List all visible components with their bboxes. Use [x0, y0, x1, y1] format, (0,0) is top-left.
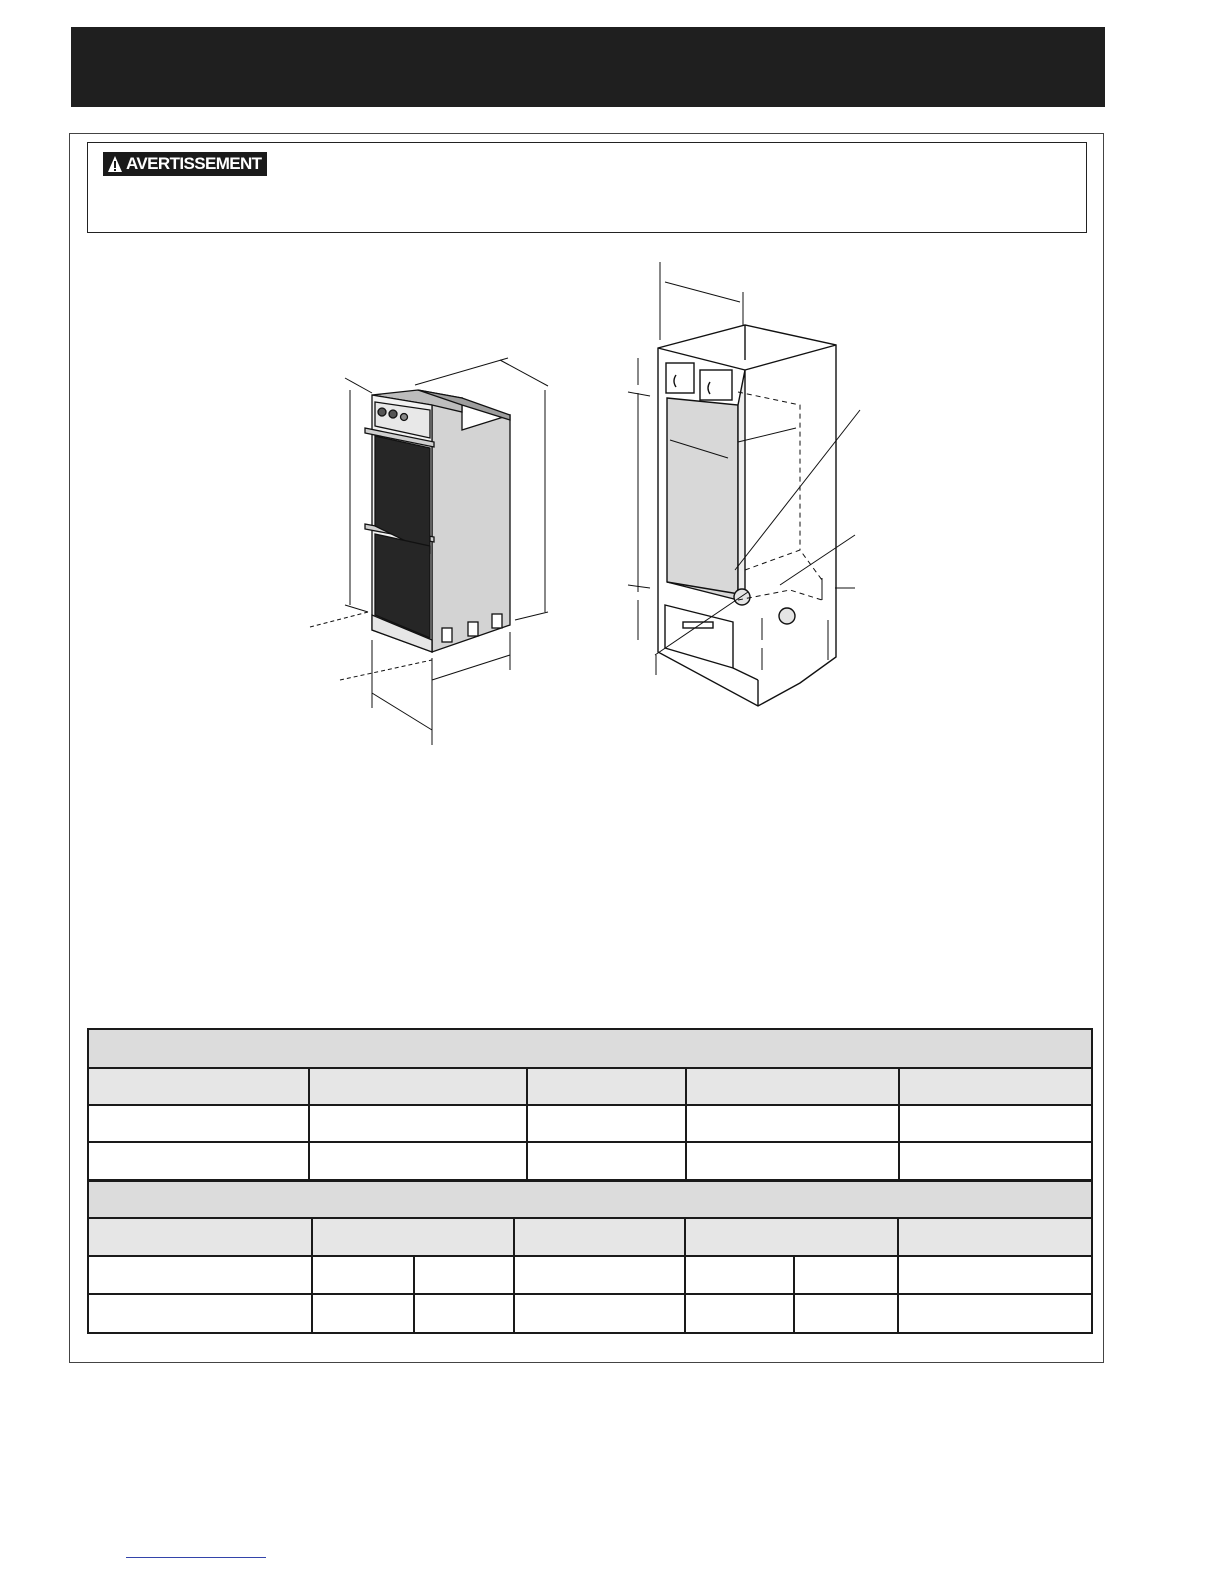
table-cell	[686, 1105, 899, 1142]
table-cell	[414, 1294, 514, 1333]
table-cell	[88, 1142, 309, 1180]
table-cell	[686, 1142, 899, 1180]
table-header-cell	[527, 1068, 686, 1105]
table-header-cell	[88, 1218, 312, 1256]
table-header-cell	[899, 1068, 1092, 1105]
table-cell	[309, 1142, 527, 1180]
footer-link-underline[interactable]	[126, 1557, 266, 1558]
table-cell	[88, 1256, 312, 1294]
table-header-cell	[88, 1068, 309, 1105]
spec-table-upper-title-band	[88, 1029, 1092, 1068]
table-header-cell	[685, 1218, 898, 1256]
spec-table-upper	[87, 1028, 1093, 1181]
table-header-cell	[312, 1218, 514, 1256]
table-cell	[309, 1105, 527, 1142]
wall-oven-illustration	[365, 390, 510, 652]
table-header-cell	[686, 1068, 899, 1105]
spec-table-lower-title-band	[88, 1181, 1092, 1218]
table-header-cell	[514, 1218, 685, 1256]
cabinet-illustration	[658, 325, 836, 706]
warning-label-text: AVERTISSEMENT	[126, 154, 262, 173]
table-cell	[312, 1294, 414, 1333]
table-header-cell	[898, 1218, 1092, 1256]
table-cell	[685, 1294, 794, 1333]
table-cell	[312, 1256, 414, 1294]
table-cell	[794, 1294, 898, 1333]
table-cell	[899, 1142, 1092, 1180]
spec-table-lower	[87, 1180, 1093, 1334]
table-cell	[88, 1294, 312, 1333]
table-header-cell	[309, 1068, 527, 1105]
table-cell	[898, 1256, 1092, 1294]
table-cell	[527, 1142, 686, 1180]
table-cell	[899, 1105, 1092, 1142]
table-cell	[514, 1256, 685, 1294]
table-cell	[794, 1256, 898, 1294]
table-cell	[88, 1105, 309, 1142]
table-cell	[685, 1256, 794, 1294]
installation-diagram	[0, 0, 1224, 780]
table-cell	[898, 1294, 1092, 1333]
table-cell	[527, 1105, 686, 1142]
table-cell	[514, 1294, 685, 1333]
table-cell	[414, 1256, 514, 1294]
